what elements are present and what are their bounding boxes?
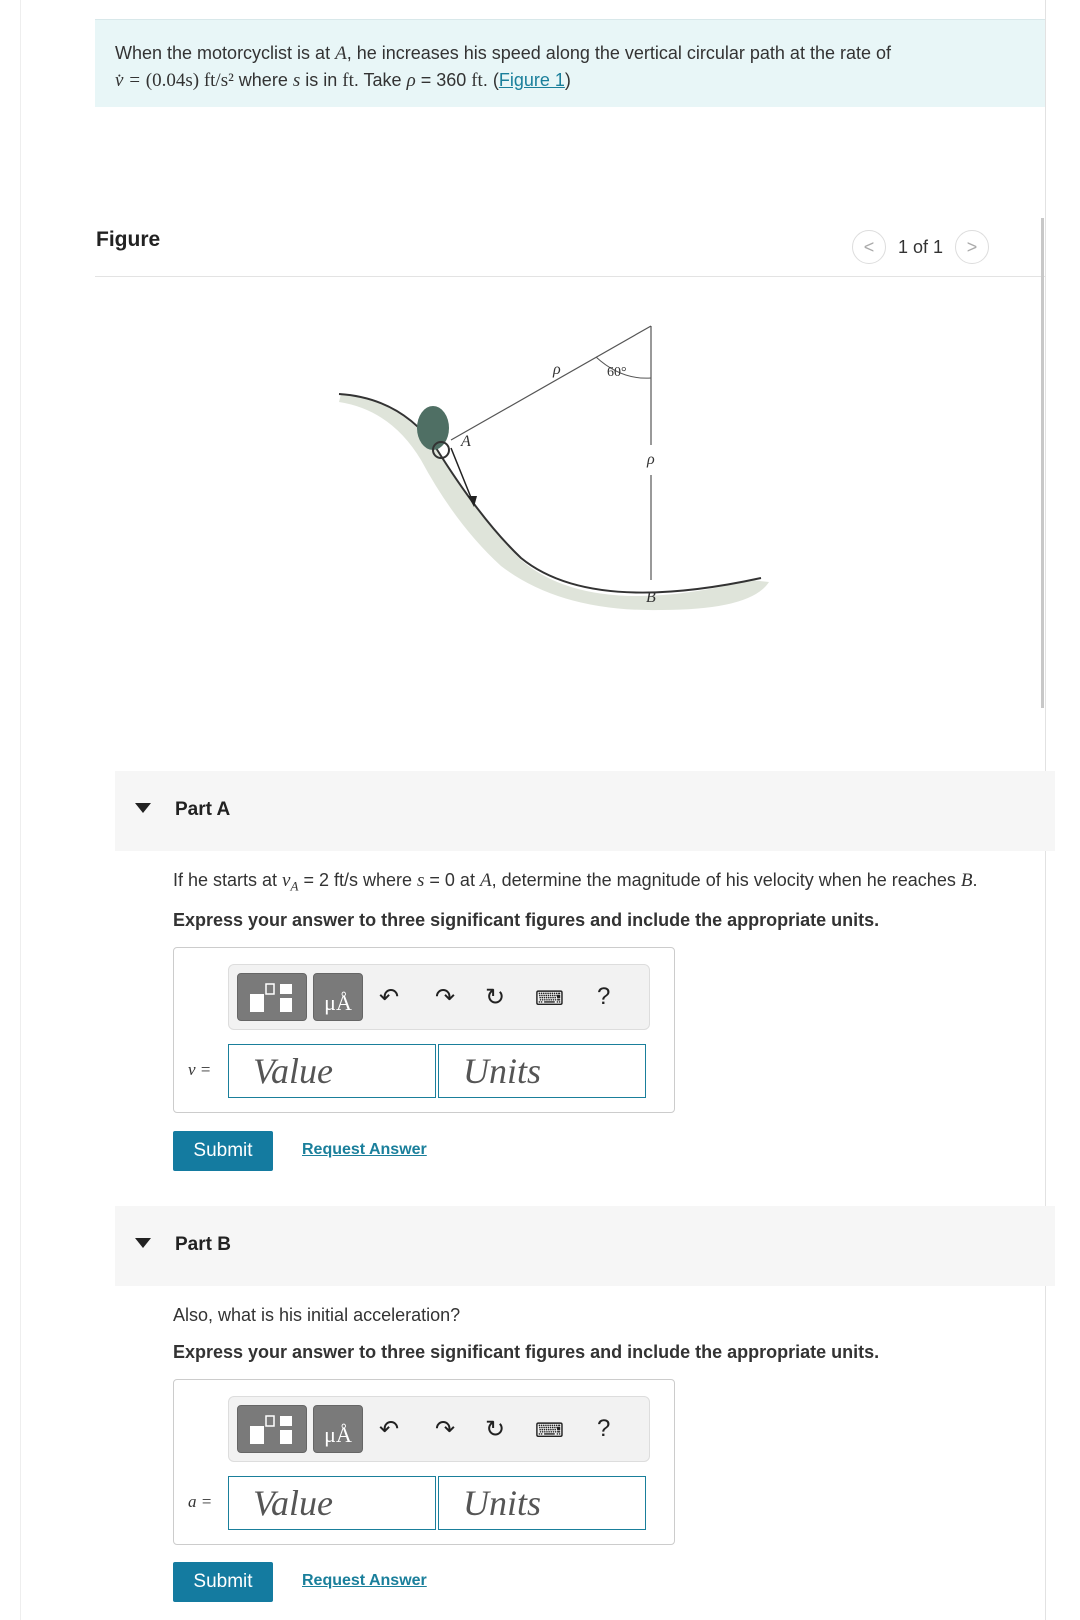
- redo-icon[interactable]: ↷: [435, 984, 456, 1011]
- problem-text: . Take: [353, 70, 407, 90]
- part-a-question: [173, 870, 977, 895]
- part-a-instruction: Express your answer to three significant figures and include the appropriate units.: [173, 910, 880, 930]
- question-text: If he starts at: [173, 870, 283, 890]
- math-toolbar: [228, 1396, 650, 1462]
- question-text: = 0 at: [424, 870, 480, 890]
- point-a-label: A: [461, 433, 471, 450]
- submit-button[interactable]: Submit: [173, 1562, 273, 1602]
- var-v: v: [282, 870, 291, 891]
- prev-figure-button[interactable]: [852, 230, 886, 264]
- chevron-right-icon: >: [966, 236, 978, 257]
- problem-text: . (: [482, 70, 499, 90]
- radius-line-a: [451, 326, 651, 440]
- question-text: .: [972, 870, 978, 890]
- math-toolbar: [228, 964, 650, 1030]
- reset-icon[interactable]: ↻: [485, 984, 506, 1011]
- chevron-left-icon: <: [863, 236, 875, 257]
- caret-down-icon: [135, 803, 151, 813]
- rho-symbol: ρ: [406, 70, 416, 91]
- question-text: = 2 ft/s where: [298, 870, 417, 890]
- var-b: B: [960, 870, 973, 891]
- part-b-question: Also, what is his initial acceleration?: [173, 1305, 461, 1325]
- problem-text: When the motorcyclist is at: [115, 43, 336, 63]
- part-b-instruction: Express your answer to three significant figures and include the appropriate units.: [173, 1342, 880, 1362]
- problem-statement: [95, 19, 1045, 107]
- templates-icon: [238, 1406, 306, 1452]
- figure-page-count: 1 of 1: [897, 236, 943, 257]
- redo-icon[interactable]: ↷: [435, 1416, 456, 1443]
- part-b-header[interactable]: [115, 1206, 1055, 1286]
- reset-icon[interactable]: ↻: [485, 1416, 506, 1443]
- part-a-answer-box: [173, 947, 675, 1113]
- rate-expression: (0.04s) ft/s²: [145, 70, 234, 91]
- problem-text: where: [233, 70, 293, 90]
- var-a: A: [335, 43, 347, 64]
- rho-label-1: ρ: [553, 361, 561, 378]
- units-button[interactable]: μÅ: [313, 1405, 363, 1453]
- undo-icon[interactable]: ↶: [379, 1416, 400, 1443]
- a-label: a =: [188, 1492, 213, 1511]
- next-figure-button[interactable]: [955, 230, 989, 264]
- unit-ft: ft: [471, 70, 483, 91]
- value-input[interactable]: Value: [228, 1476, 436, 1530]
- request-answer-link[interactable]: Request Answer: [302, 1141, 427, 1158]
- figure-divider: [95, 276, 1045, 277]
- rho-label-2: ρ: [647, 451, 655, 468]
- var-subscript: A: [290, 878, 299, 894]
- part-b-answer-box: [173, 1379, 675, 1545]
- caret-down-icon: [135, 1238, 151, 1248]
- units-input[interactable]: Units: [438, 1476, 646, 1530]
- submit-button[interactable]: Submit: [173, 1131, 273, 1171]
- part-b-label: Part B: [175, 1234, 231, 1255]
- angle-label: 60°: [607, 365, 627, 380]
- part-a-label: Part A: [175, 799, 231, 820]
- problem-text: , he increases his speed along the vertical circular path at the rate of: [346, 43, 891, 63]
- request-answer-link[interactable]: Request Answer: [302, 1572, 427, 1589]
- v-label: v =: [188, 1060, 212, 1079]
- point-b-label: B: [646, 589, 656, 606]
- problem-text: = 360: [415, 70, 472, 90]
- value-input[interactable]: Value: [228, 1044, 436, 1098]
- templates-button[interactable]: [237, 1405, 307, 1453]
- help-icon[interactable]: ?: [597, 1415, 611, 1442]
- templates-icon: [238, 974, 306, 1020]
- help-icon[interactable]: ?: [597, 983, 611, 1010]
- templates-button[interactable]: [237, 973, 307, 1021]
- figure-title: Figure: [96, 228, 161, 251]
- unit-ft: ft: [342, 70, 354, 91]
- undo-icon[interactable]: ↶: [379, 984, 400, 1011]
- var-a: A: [479, 870, 492, 891]
- keyboard-icon[interactable]: ⌨: [535, 1420, 564, 1442]
- question-text: , determine the magnitude of his velocity when he reaches: [491, 870, 961, 890]
- problem-text: is in: [300, 70, 343, 90]
- figure-pager: [852, 230, 989, 264]
- figure-link[interactable]: Figure 1: [498, 70, 565, 90]
- var-s: s: [417, 870, 425, 891]
- problem-text: ): [564, 70, 571, 90]
- units-button[interactable]: μÅ: [313, 973, 363, 1021]
- scrollbar[interactable]: [1041, 218, 1044, 708]
- units-input[interactable]: Units: [438, 1044, 646, 1098]
- motorcycle-path-figure: [331, 310, 811, 640]
- keyboard-icon[interactable]: ⌨: [535, 988, 564, 1010]
- content-page: [20, 0, 1046, 1620]
- var-s: s: [292, 70, 301, 91]
- vdot-symbol: v̇ =: [115, 70, 146, 91]
- part-a-header[interactable]: [115, 771, 1055, 851]
